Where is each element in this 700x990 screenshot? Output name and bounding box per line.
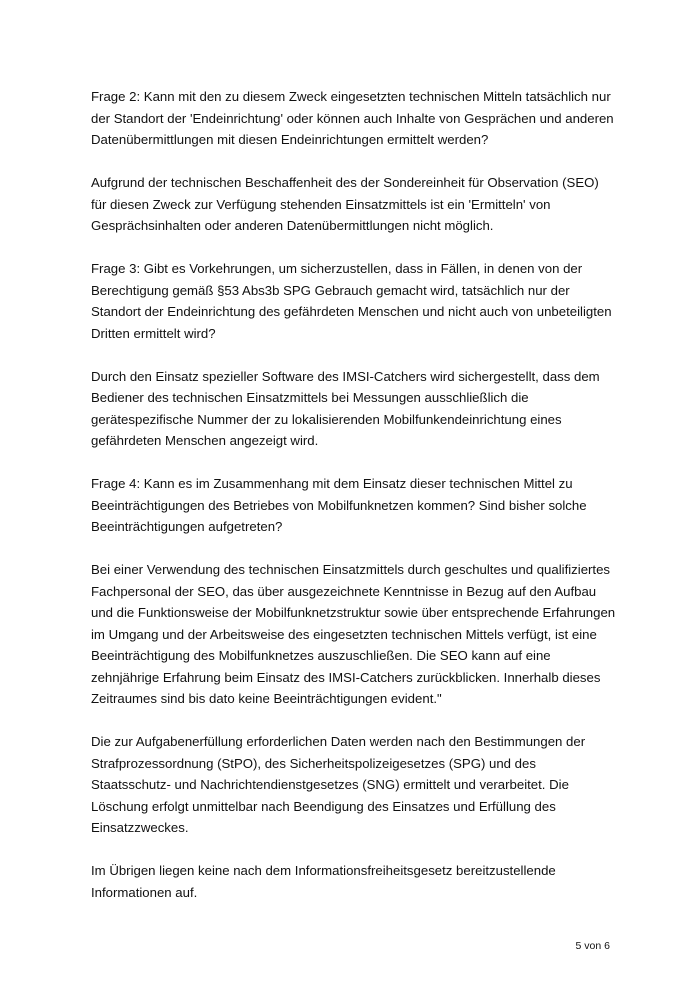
answer-4: Bei einer Verwendung des technischen Einsatzmittels durch geschultes und qualifiziertes Fachpersonal der SEO, das über ausgezeichnete Kenntnisse in Bezug auf den Aufbau und die Funktionsweise der Mobilfunknetzstruktur sowie über entsprechende Erfahrungen im Umgang und der Arbeitsweise des eingesetzten technischen Mittels verfügt, ist eine Beeinträchtigung des Mobilfunknetzes auszuschließen. Die SEO kann auf eine zehnjährige Erfahrung beim Einsatz des IMSI-Catchers zurückblicken. Innerhalb dieses Zeitraumes sind bis dato keine Beeinträchtigungen evident." (91, 562, 616, 706)
page-number: 5 von 6 (575, 940, 610, 952)
closing-paragraph: Im Übrigen liegen keine nach dem Informationsfreiheitsgesetz bereitzustellende Informationen auf. (91, 863, 556, 900)
answer-3: Durch den Einsatz spezieller Software des IMSI-Catchers wird sichergestellt, dass dem Bediener des technischen Einsatzmittels bei Messungen ausschließlich die gerätespezifische Nummer der zu lokalisierenden Mobilfunkendeinrichtung eines gefährdeten Menschen angezeigt wird. (91, 368, 600, 448)
answer-2: Aufgrund der technischen Beschaffenheit des der Sondereinheit für Observation (SEO) für diesen Zweck zur Verfügung stehenden Einsatzmittels ist ein 'Ermitteln' von Gesprächsinhalten oder anderen Datenübermittlungen nicht möglich. (91, 175, 599, 233)
question-2: Frage 2: Kann mit den zu diesem Zweck eingesetzten technischen Mitteln tatsächlich nur der Standort der 'Endeinrichtung' oder können auch Inhalte von Gesprächen und anderen Datenübermittlungen mit diesen Endeinrichtungen ermittelt werden? (91, 89, 614, 147)
question-3: Frage 3: Gibt es Vorkehrungen, um sicherzustellen, dass in Fällen, in denen von der Berechtigung gemäß §53 Abs3b SPG Gebrauch gemacht wird, tatsächlich nur der Standort der Endeinrichtung des gefährdeten Menschen und nicht auch von unbeteiligten Dritten ermittelt wird? (91, 261, 612, 341)
document-body (91, 86, 616, 925)
question-4: Frage 4: Kann es im Zusammenhang mit dem Einsatz dieser technischen Mittel zu Beeinträchtigungen des Betriebes von Mobilfunknetzen kommen? Sind bisher solche Beeinträchtigungen aufgetreten? (91, 476, 587, 534)
data-processing-paragraph: Die zur Aufgabenerfüllung erforderlichen Daten werden nach den Bestimmungen der Strafprozessordnung (StPO), des Sicherheitspolizeigesetzes (SPG) und des Staatsschutz- und Nachrichtendienstgesetzes (SNG) ermittelt und verarbeitet. Die Löschung erfolgt unmittelbar nach Beendigung des Einsatzes und Erfüllung des Einsatzzweckes. (91, 734, 586, 835)
